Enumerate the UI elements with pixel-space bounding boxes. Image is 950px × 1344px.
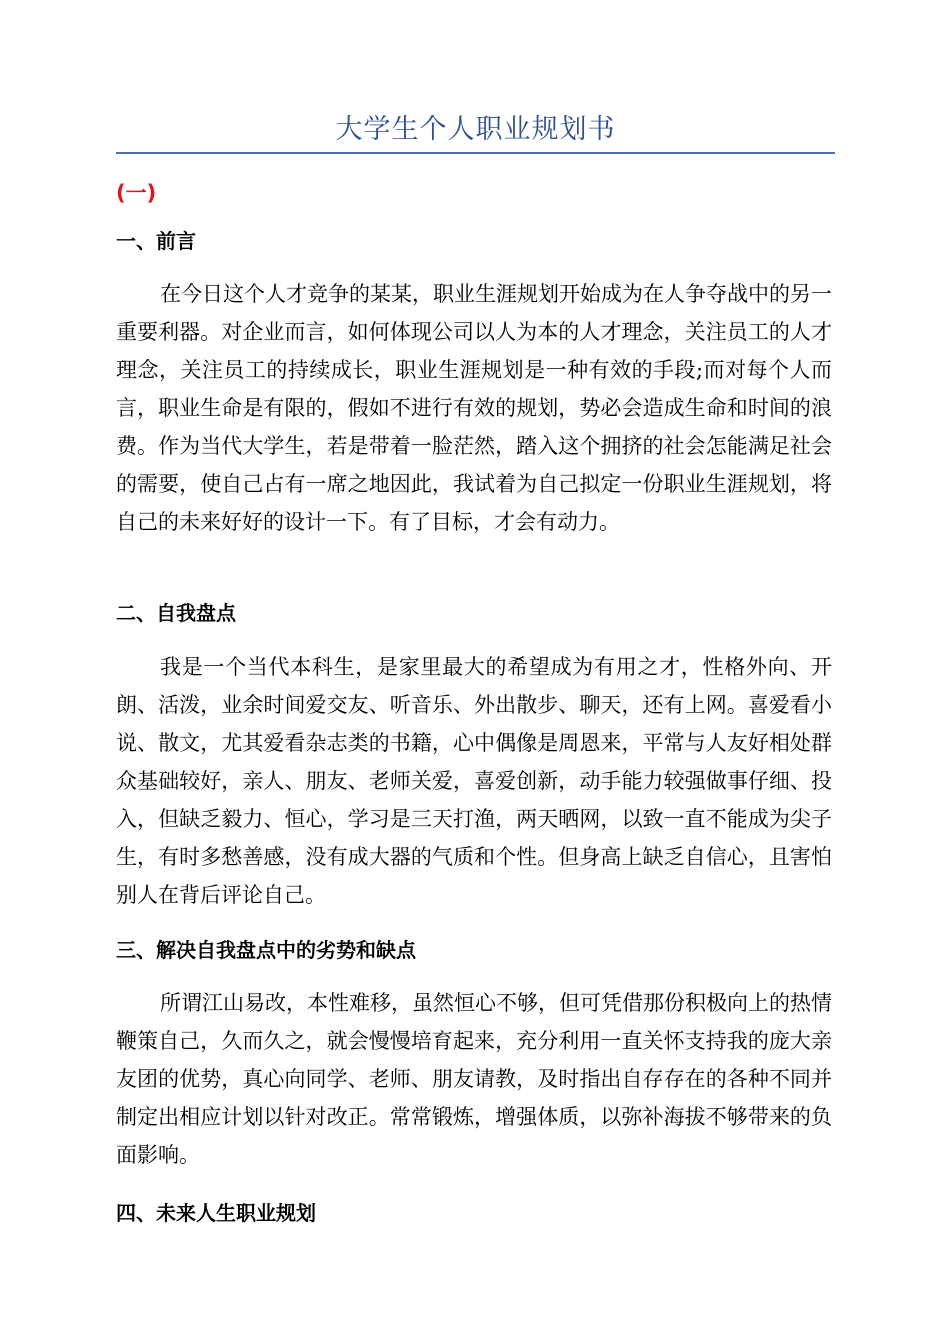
paragraph-weakness-solutions: 所谓江山易改，本性难移，虽然恒心不够，但可凭借那份积极向上的热情鞭策自己，久而久之，就会慢慢培育起来，充分利用一直关怀支持我的庞大亲友团的优势，真心向同学、老师、朋友请教，及时指出自存存在的各种不同并制定出相应计划以针对改正。常常锻炼，增强体质，以弥补海拔不够带来的负面影响。 [116, 991, 832, 1167]
section-marker: (一) [116, 181, 157, 205]
heading-preface: 一、前言 [116, 229, 196, 253]
heading-self-assessment: 二、自我盘点 [116, 601, 236, 625]
title-block [116, 112, 835, 154]
document-title: 大学生个人职业规划书 [335, 114, 616, 145]
paragraph-preface: 在今日这个人才竞争的某某，职业生涯规划开始成为在人争夺战中的另一重要利器。对企业而言，如何体现公司以人为本的人才理念，关注员工的人才理念，关注员工的持续成长，职业生涯规划是一种有效的手段;而对每个人而言，职业生命是有限的，假如不进行有效的规划，势必会造成生命和时间的浪费。作为当代大学生，若是带着一脸茫然，踏入这个拥挤的社会怎能满足社会的需要，使自己占有一席之地因此，我试着为自己拟定一份职业生涯规划，将自己的未来好好的设计一下。有了目标，才会有动力。 [116, 282, 832, 534]
paragraph-self-assessment: 我是一个当代本科生，是家里最大的希望成为有用之才，性格外向、开朗、活泼，业余时间爱交友、听音乐、外出散步、聊天，还有上网。喜爱看小说、散文，尤其爱看杂志类的书籍，心中偶像是周恩来，平常与人友好相处群众基础较好，亲人、朋友、老师关爱，喜爱创新，动手能力较强做事仔细、投入，但缺乏毅力、恒心，学习是三天打渔，两天晒网，以致一直不能成为尖子生，有时多愁善感，没有成大器的气质和个性。但身高上缺乏自信心，且害怕别人在背后评论自己。 [116, 655, 832, 907]
heading-weakness-solutions: 三、解决自我盘点中的劣势和缺点 [116, 938, 416, 962]
heading-future-career-plan: 四、未来人生职业规划 [116, 1201, 316, 1225]
